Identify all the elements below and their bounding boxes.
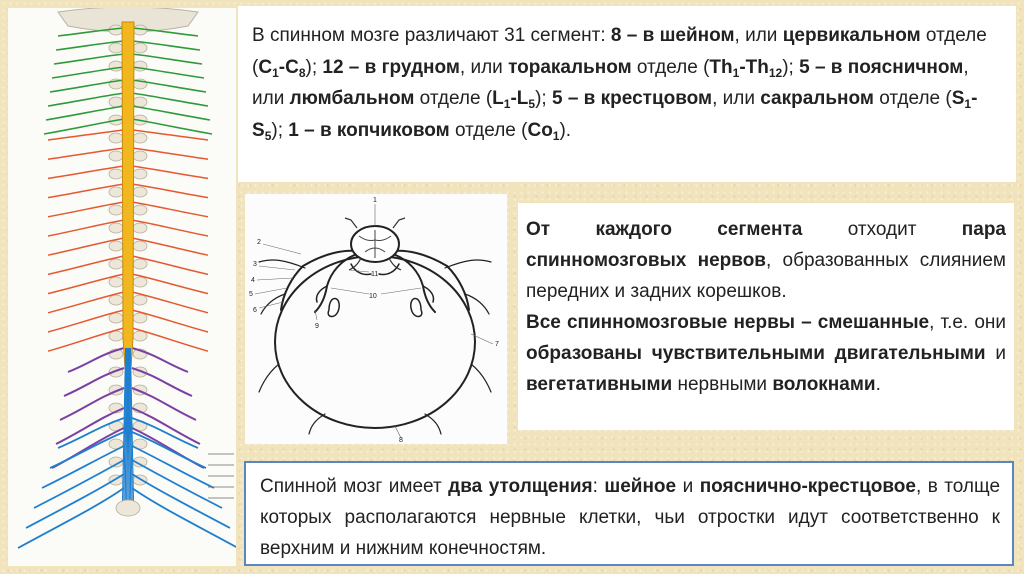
text-run: отходит <box>802 219 962 240</box>
text-run: сакральном <box>760 88 874 109</box>
text-run: , образованных слиянием передних и задних корешков. <box>526 250 1006 302</box>
vertebra <box>109 187 123 197</box>
vertebra <box>133 223 147 233</box>
coccyx <box>116 500 140 516</box>
label-7: 7 <box>495 341 499 348</box>
text-run: Все спинномозговые нервы – смешанные <box>526 312 930 333</box>
spinal-nerve-cross-section <box>245 194 507 444</box>
vertebra <box>133 295 147 305</box>
label-3: 3 <box>253 261 257 268</box>
text-run: ); <box>782 56 800 78</box>
text-run: ); <box>305 56 323 78</box>
vertebra <box>109 313 123 323</box>
nerves-text-panel <box>518 203 1014 430</box>
text-run: отделе ( <box>252 25 987 78</box>
nerve-branch <box>447 266 469 310</box>
text-run: , или <box>459 56 509 78</box>
text-run <box>825 343 835 364</box>
body-wall-outline <box>275 256 475 428</box>
label-5: 5 <box>249 291 253 298</box>
vertebra <box>109 277 123 287</box>
spinal-cord-illustration <box>8 8 236 566</box>
spinal-nerve <box>132 67 204 78</box>
vertebra <box>133 169 147 179</box>
text-run: . <box>875 374 881 395</box>
subscript: 12 <box>768 65 783 80</box>
text-run: , т.е. они <box>929 312 1006 333</box>
text-run: Со <box>527 119 553 141</box>
text-run: отделе ( <box>631 56 710 78</box>
subscript: 1 <box>732 65 740 80</box>
subscript: 5 <box>264 128 272 143</box>
vertebra <box>133 187 147 197</box>
text-run: отделе ( <box>873 88 952 109</box>
nerve-branch <box>445 260 491 268</box>
vertebra <box>109 259 123 269</box>
text-run: От каждого сегмента <box>526 219 803 240</box>
vertebra <box>109 223 123 233</box>
text-run: 8 – в шейном <box>610 25 735 46</box>
text-run <box>258 57 305 78</box>
text-run: образованы чувствительными <box>526 343 825 364</box>
text-run: 5 – в поясничном <box>799 56 964 78</box>
text-run: и <box>676 476 700 497</box>
vertebra <box>109 205 123 215</box>
text-run: ); <box>535 88 552 109</box>
text-run: ); <box>271 119 289 141</box>
vertebra <box>109 169 123 179</box>
text-run: -С <box>278 56 299 78</box>
text-run: , или <box>712 88 761 109</box>
text-run <box>709 57 782 78</box>
text-run: , или <box>252 56 969 109</box>
vertebra <box>133 331 147 341</box>
thickening-paragraph <box>260 471 1000 564</box>
subscript: 5 <box>528 97 536 111</box>
text-run: торакальном <box>508 56 632 78</box>
label-1: 1 <box>373 197 377 204</box>
text-run: Спинной мозг имеет <box>260 476 449 497</box>
vertebra <box>109 43 123 53</box>
vertebra <box>109 295 123 305</box>
text-run: , или <box>734 25 783 46</box>
nerve-branch <box>425 414 441 434</box>
text-run: S <box>951 88 965 109</box>
subscript: 1 <box>272 65 279 80</box>
vertebra <box>133 259 147 269</box>
spinal-nerve <box>34 460 124 508</box>
text-run: 5 – в крестцовом <box>551 88 713 109</box>
subscript: 1 <box>964 97 972 111</box>
text-run: В спинном мозге различают 31 сегмент: <box>252 25 611 46</box>
text-run: цервикальном <box>782 25 921 46</box>
text-run: и <box>985 343 1006 364</box>
vertebra <box>133 277 147 287</box>
text-run: : <box>592 476 605 497</box>
text-run: двигательными <box>834 343 986 364</box>
text-run: шейное <box>604 476 677 497</box>
vertebra <box>133 133 147 143</box>
text-run: L <box>492 88 504 109</box>
cross-section-diagram <box>245 194 507 444</box>
label-11: 11 <box>371 271 379 278</box>
segments-paragraph <box>252 20 1006 146</box>
spinal-cord-figure <box>8 8 236 566</box>
text-run: ). <box>559 119 572 141</box>
label-9: 9 <box>315 323 319 330</box>
thickening-text-panel <box>244 461 1014 566</box>
nerve-branch <box>259 364 279 392</box>
vertebra <box>133 97 147 107</box>
label-8: 8 <box>399 437 403 444</box>
vertebra <box>109 97 123 107</box>
vertebra <box>109 241 123 251</box>
text-run: нервными <box>672 374 773 395</box>
nerve-pairs-paragraph <box>526 214 1006 307</box>
vertebra <box>109 151 123 161</box>
text-run: вегетативными <box>526 374 673 395</box>
vertebra <box>133 313 147 323</box>
mixed-nerves-paragraph <box>526 307 1006 400</box>
spinal-nerve <box>132 488 236 548</box>
vertebra <box>133 241 147 251</box>
text-run: -S <box>252 88 978 141</box>
spinal-nerve <box>52 67 124 78</box>
text-run <box>527 120 559 141</box>
text-run: 1 – в копчиковом <box>288 119 450 141</box>
spinal-nerve <box>18 488 124 548</box>
text-run: , в толще которых располагаются нервные клетки, чьи отростки идут соответственно к верхним и нижним конечностям. <box>260 476 1001 559</box>
vertebra <box>109 133 123 143</box>
sympathetic-ganglion <box>411 299 422 317</box>
text-run: отделе ( <box>414 88 493 109</box>
nerve-branch <box>379 264 399 275</box>
text-run: пояснично-крестцовое <box>699 476 916 497</box>
vertebra <box>109 331 123 341</box>
text-run: С <box>258 56 273 78</box>
text-run: Th <box>709 56 733 78</box>
vertebra <box>133 151 147 161</box>
text-run: два утолщения <box>448 476 593 497</box>
subscript: 1 <box>552 128 560 143</box>
label-6: 6 <box>253 307 257 314</box>
text-run: отделе ( <box>449 119 528 141</box>
nerve-branch <box>281 266 303 310</box>
segments-text-panel <box>238 6 1016 182</box>
vertebra <box>133 205 147 215</box>
subscript: 1 <box>503 97 511 111</box>
text-run <box>492 88 535 109</box>
nerve-branch <box>471 364 491 392</box>
text-run: люмбальном <box>289 88 415 109</box>
vertebra <box>133 43 147 53</box>
text-run: волокнами <box>772 374 876 395</box>
text-run: 12 – в грудном <box>322 56 460 78</box>
nerve-branch <box>351 264 371 275</box>
spinal-nerve <box>26 474 124 528</box>
label-4: 4 <box>251 277 255 284</box>
label-10: 10 <box>369 293 377 300</box>
text-run: пара спинномозговых нервов <box>526 219 1006 271</box>
spinal-nerve <box>132 460 222 508</box>
sympathetic-ganglion <box>328 299 339 317</box>
spinal-nerve <box>132 474 230 528</box>
spinal-cord <box>122 22 134 380</box>
nerve-branch <box>309 414 325 434</box>
label-2: 2 <box>257 239 261 246</box>
text-run: -Th <box>739 56 769 78</box>
subscript: 8 <box>298 65 306 80</box>
text-run: -L <box>510 88 529 109</box>
